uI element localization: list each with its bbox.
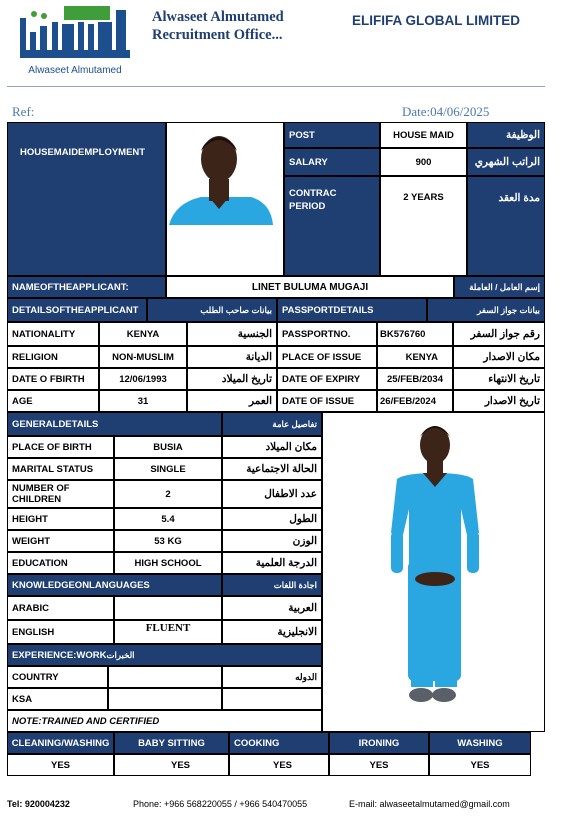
general-row-arabic: عدد الاطفال	[222, 480, 322, 508]
general-row-label: PLACE OF BIRTH	[7, 436, 114, 458]
passport-row-label: PASSPORTNO.	[277, 322, 377, 346]
general-header: GENERALDETAILS	[7, 412, 222, 436]
post-label: POST	[284, 122, 380, 148]
passport-row-arabic: رقم جواز السفر	[453, 322, 545, 346]
language-row-value: FLUENT	[114, 620, 222, 644]
general-row-value: 5.4	[114, 508, 222, 530]
general-row-label: MARITAL STATUS	[7, 458, 114, 480]
experience-country-label: COUNTRY	[7, 666, 108, 688]
passport-row-label: DATE OF ISSUE	[277, 390, 377, 412]
language-row-value	[114, 596, 222, 620]
details-row-label: RELIGION	[7, 346, 99, 368]
experience-row-cell	[222, 688, 322, 710]
applicant-headshot	[166, 122, 284, 276]
contract-label-text: CONTRAC PERIOD	[289, 188, 337, 212]
details-row-arabic: تاريخ الميلاد	[187, 368, 277, 390]
experience-row-cell	[108, 688, 222, 710]
date-label: Date:04/06/2025	[402, 104, 490, 119]
office-name	[152, 8, 284, 44]
languages-header: KNOWLEDGEONLANGUAGES	[7, 574, 222, 596]
office-line-2: Recruitment Office...	[152, 27, 283, 43]
passport-header-arabic: بيانات جواز السفر	[427, 298, 545, 322]
details-row-value: KENYA	[99, 322, 187, 346]
salary-label: SALARY	[284, 148, 380, 176]
details-row-value: 31	[99, 390, 187, 412]
contract-label	[284, 176, 380, 276]
language-row-arabic: العربية	[222, 596, 322, 620]
experience-country-cell	[108, 666, 222, 688]
post-arabic: الوظيفة	[467, 122, 545, 148]
passport-row-arabic: تاريخ الاصدار	[453, 390, 545, 412]
general-row-arabic: الوزن	[222, 530, 322, 552]
skill-value: YES	[229, 754, 329, 776]
experience-header-arabic: الخبرات	[106, 649, 135, 660]
general-row-arabic: مكان الميلاد	[222, 436, 322, 458]
general-header-arabic: تفاصيل عامة	[222, 412, 322, 436]
passport-row-value: KENYA	[377, 346, 453, 368]
passport-row-value: 26/FEB/2024	[377, 390, 453, 412]
details-row-arabic: الديانة	[187, 346, 277, 368]
employment-title-block	[7, 122, 166, 276]
skill-header: COOKING	[229, 732, 329, 754]
skill-header: WASHING	[429, 732, 531, 754]
details-row-arabic: العمر	[187, 390, 277, 412]
general-row-value: HIGH SCHOOL	[114, 552, 222, 574]
general-row-arabic: الطول	[222, 508, 322, 530]
salary-arabic: الراتب الشهري	[467, 148, 545, 176]
skill-value: YES	[429, 754, 531, 776]
general-row-label	[7, 480, 114, 508]
company-logo	[14, 4, 136, 80]
contract-value-text: 2 YEARS	[403, 192, 444, 203]
footer-tel: Tel: 920004232	[7, 799, 70, 809]
passport-row-label: DATE OF EXPIRY	[277, 368, 377, 390]
general-row-label: WEIGHT	[7, 530, 114, 552]
applicant-name-arabic: إسم العامل / العاملة	[454, 276, 545, 298]
details-header-arabic: بيانات صاحب الطلب	[147, 298, 277, 322]
office-line-1: Alwaseet Almutamed	[152, 9, 284, 25]
passport-row-arabic: تاريخ الانتهاء	[453, 368, 545, 390]
skill-header: CLEANING/WASHING	[7, 732, 114, 754]
general-row-arabic: الحالة الاجتماعية	[222, 458, 322, 480]
experience-country-arabic: الدوله	[222, 666, 322, 688]
language-row-label: ENGLISH	[7, 620, 114, 644]
experience-header-text: EXPERIENCE:WORK	[12, 649, 107, 661]
footer-phone: Phone: +966 568220055 / +966 540470055	[133, 799, 308, 809]
skill-value: YES	[329, 754, 429, 776]
details-header: DETAILSOFTHEAPPLICANT	[7, 298, 147, 322]
passport-row-arabic: مكان الاصدار	[453, 346, 545, 368]
experience-header	[7, 644, 322, 666]
applicant-name-label: NAMEOFTHEAPPLICANT:	[7, 276, 166, 298]
contract-value	[380, 176, 467, 276]
general-row-arabic: الدرجة العلمية	[222, 552, 322, 574]
passport-row-value: 25/FEB/2034	[377, 368, 453, 390]
general-row-value: 53 KG	[114, 530, 222, 552]
details-row-value: NON-MUSLIM	[99, 346, 187, 368]
skill-header: BABY SITTING	[114, 732, 229, 754]
general-row-label: HEIGHT	[7, 508, 114, 530]
skill-header: IRONING	[329, 732, 429, 754]
applicant-full-photo	[322, 412, 545, 732]
general-row-value: 2	[114, 480, 222, 508]
footer-email: E-mail: alwaseetalmutamed@gmail.com	[349, 799, 510, 809]
company-name: ELIFIFA GLOBAL LIMITED	[352, 13, 520, 28]
contract-arabic	[467, 176, 545, 276]
general-row-value: BUSIA	[114, 436, 222, 458]
general-row-value: SINGLE	[114, 458, 222, 480]
ref-label: Ref:	[12, 104, 35, 119]
general-row-label-text: NUMBER OF CHILDREN	[12, 483, 70, 505]
details-row-label: DATE O FBIRTH	[7, 368, 99, 390]
details-row-arabic: الجنسية	[187, 322, 277, 346]
header-rule	[7, 86, 545, 87]
contract-arabic-text: مدة العقد	[498, 192, 540, 204]
passport-row-label: PLACE OF ISSUE	[277, 346, 377, 368]
post-value: HOUSE MAID	[380, 122, 467, 148]
salary-value: 900	[380, 148, 467, 176]
general-row-label: EDUCATION	[7, 552, 114, 574]
skill-value: YES	[7, 754, 114, 776]
applicant-name-value: LINET BULUMA MUGAJI	[166, 276, 454, 298]
details-row-label: AGE	[7, 390, 99, 412]
language-row-label: ARABIC	[7, 596, 114, 620]
passport-header: PASSPORTDETAILS	[277, 298, 427, 322]
experience-note: NOTE:TRAINED AND CERTIFIED	[7, 710, 322, 732]
details-row-label: NATIONALITY	[7, 322, 99, 346]
logo-caption: Alwaseet Almutamed	[28, 65, 122, 76]
language-row-arabic: الانجليزية	[222, 620, 322, 644]
details-row-value: 12/06/1993	[99, 368, 187, 390]
employment-title: HOUSEMAIDEMPLOYMENT	[20, 147, 146, 158]
passport-row-value: BK576760	[377, 322, 453, 346]
skill-value: YES	[114, 754, 229, 776]
experience-row-label: KSA	[7, 688, 108, 710]
languages-header-arabic: اجادة اللغات	[222, 574, 322, 596]
